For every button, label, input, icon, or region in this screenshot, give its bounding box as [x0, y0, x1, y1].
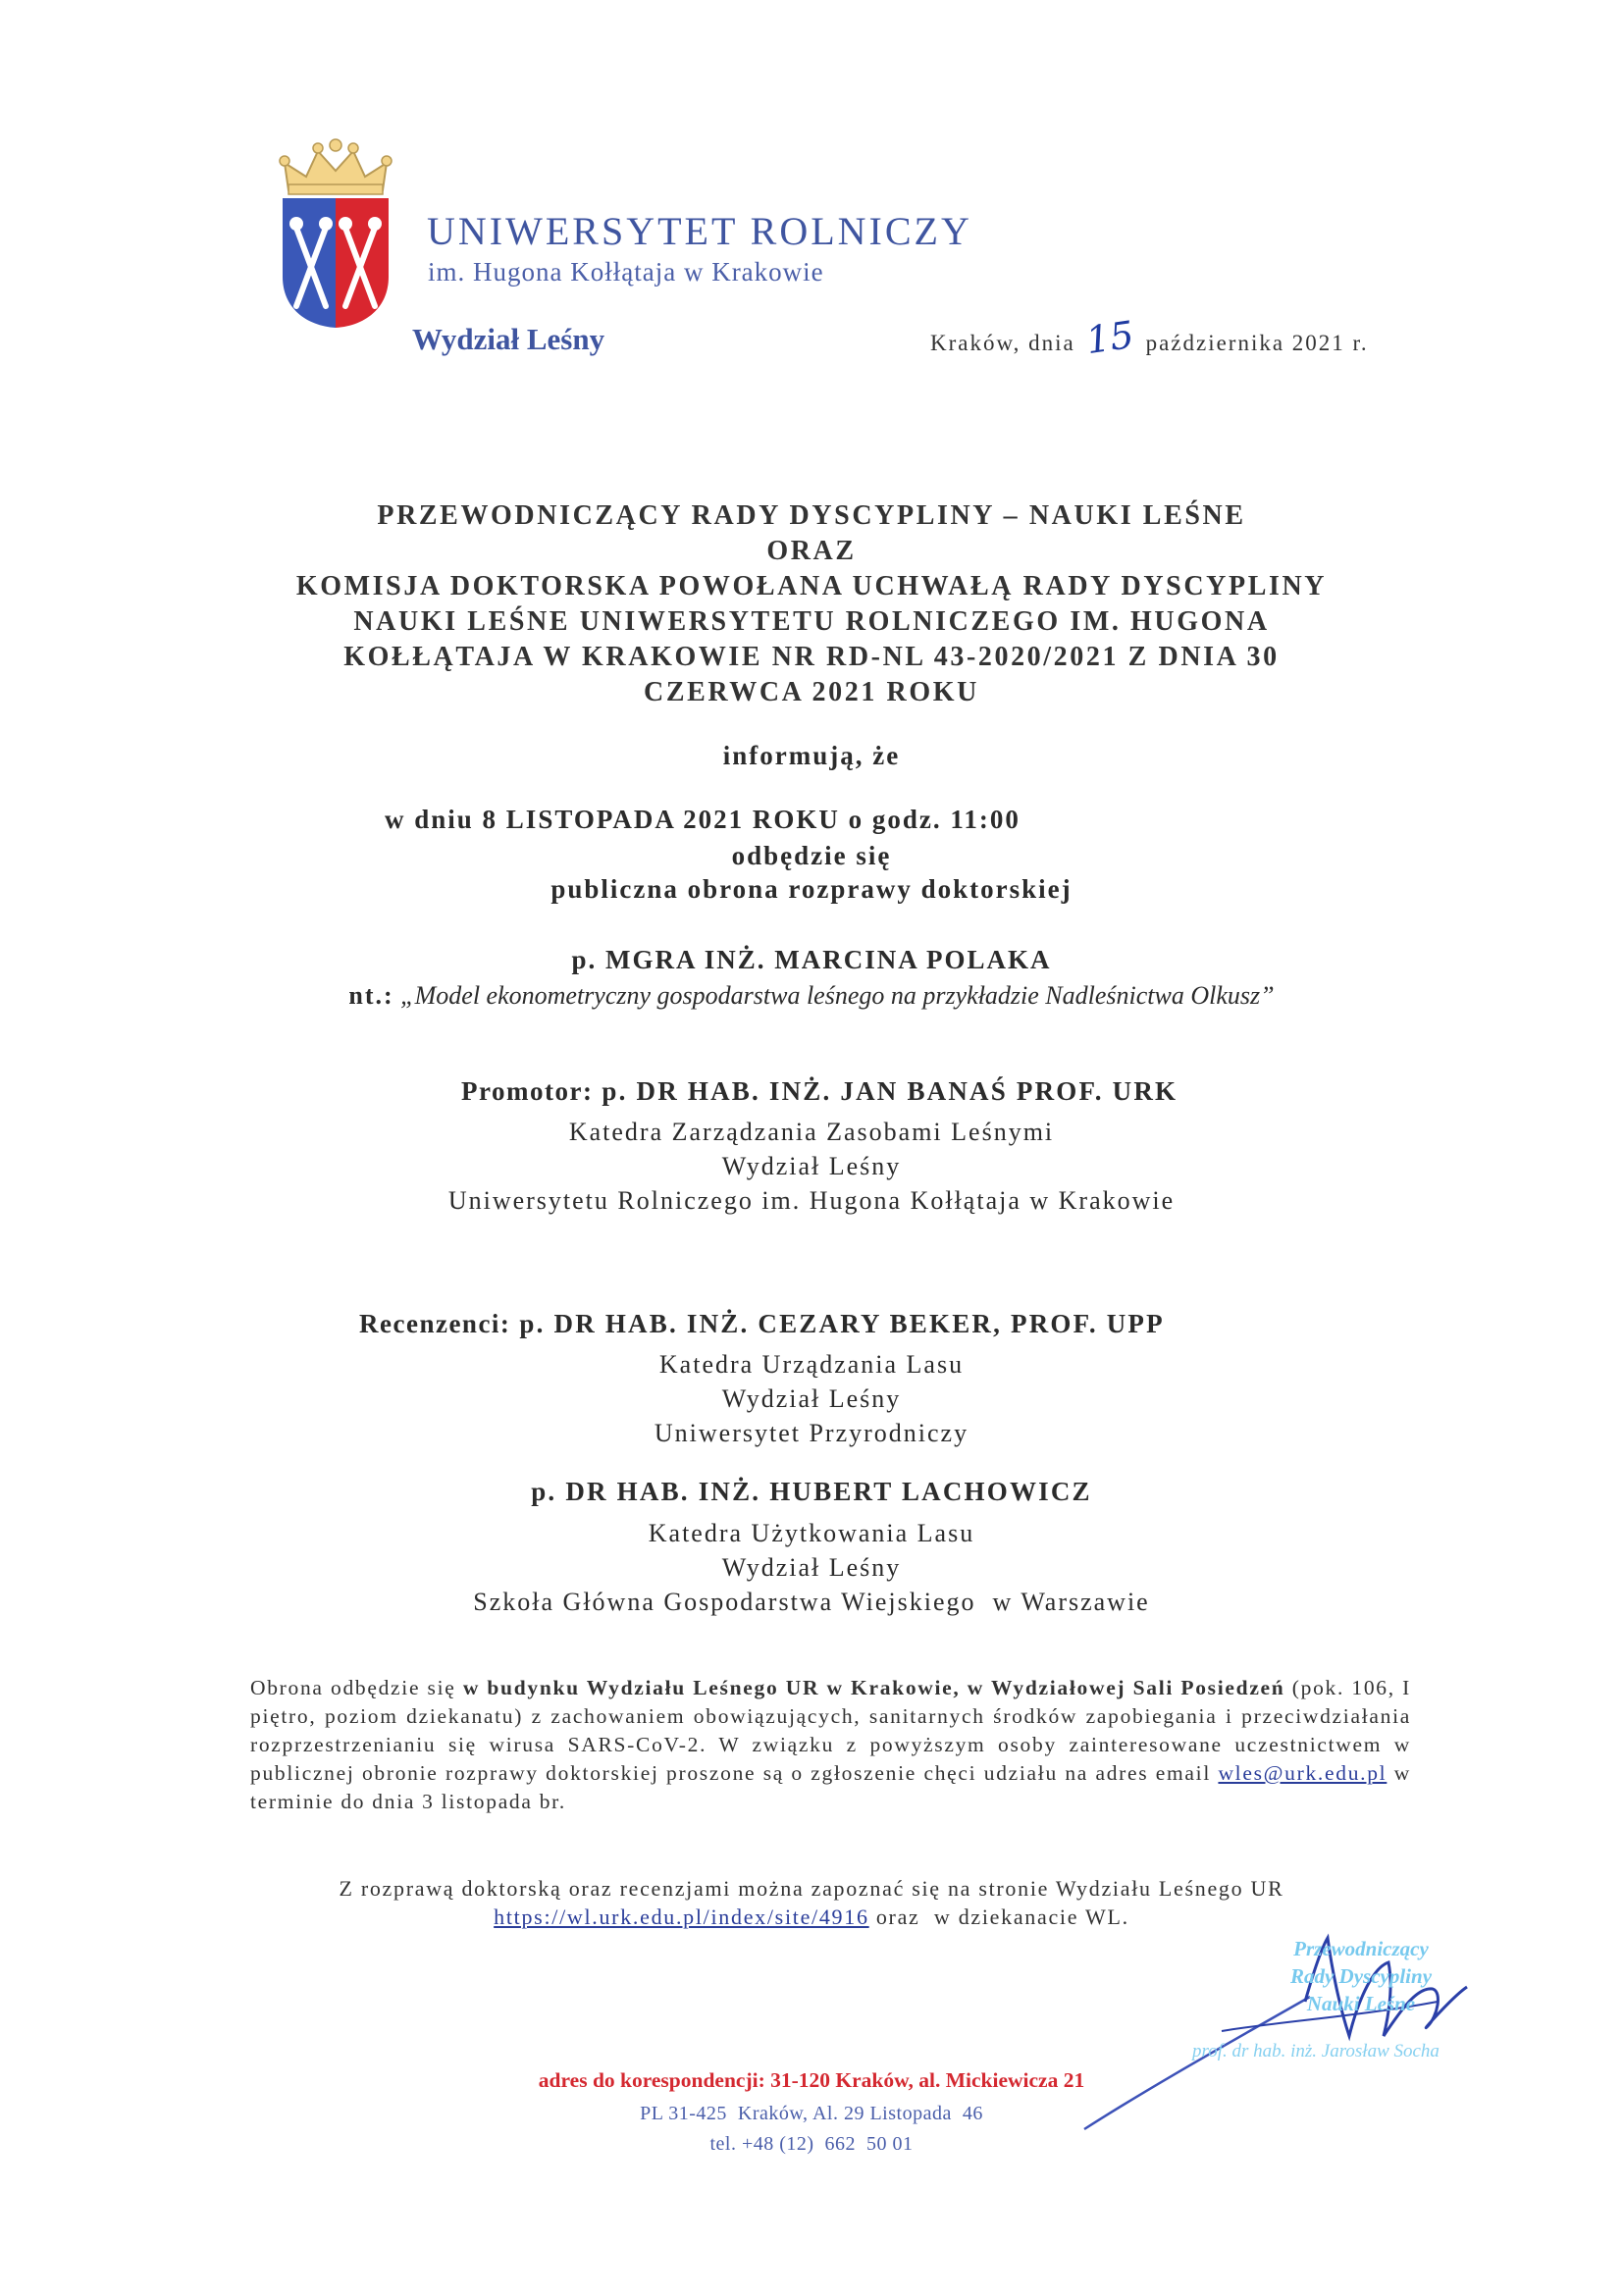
- notice-text: Obrona odbędzie się: [250, 1676, 463, 1699]
- reviewers-heading: [359, 1309, 1165, 1339]
- notice-text: (pok. 106, I piętro, poziom dziekanatu) z zachowaniem obowiązujących, sanitarnych środków zapobiegania i przeciwdziałania rozprzestrzenianiu się wirusa SARS-CoV-2. W związku z powyższym osoby zainteresowane uczestnictwem w publicznej obronie rozprawy doktorskiej proszone są o zgłoszenie chęci udziału na adres email: [250, 1676, 1412, 1785]
- stamp-signatory-name: prof. dr hab. inż. Jarosław Socha: [1192, 2041, 1440, 2061]
- university-coat-of-arms-logo: [277, 133, 394, 330]
- postal-address: PL 31-425 Kraków, Al. 29 Listopada 46: [640, 2103, 983, 2124]
- title-line: NAUKI LEŚNE UNIWERSYTETU ROLNICZEGO IM. HUGONA: [353, 606, 1270, 637]
- affiliation-line: Katedra Użytkowania Lasu: [648, 1519, 975, 1547]
- stamp-line: Rady Dyscypliny: [1289, 1964, 1433, 1988]
- title-line: ORAZ: [766, 536, 857, 566]
- correspondence-address: adres do korespondencji: 31-120 Kraków, al. Mickiewicza 21: [538, 2068, 1085, 2092]
- date-prefix: Kraków, dnia: [930, 331, 1075, 355]
- reviewer-name: p. DR HAB. INŻ. CEZARY BEKER, PROF. UPP: [519, 1309, 1165, 1338]
- promotor-role: Promotor:: [461, 1076, 594, 1106]
- thesis-info-paragraph: [0, 1874, 1623, 1931]
- reviewers-role: Recenzenci:: [359, 1309, 511, 1338]
- document-date: [930, 312, 1369, 363]
- affiliation-line: Katedra Urządzania Lasu: [658, 1350, 965, 1379]
- handwritten-day: 15: [1083, 312, 1137, 363]
- info-line-2: [0, 1903, 1623, 1931]
- informs-text: informują, że: [722, 741, 901, 770]
- phone-number: tel. +48 (12) 662 50 01: [709, 2133, 914, 2155]
- affiliation-line: Wydział Leśny: [721, 1384, 902, 1413]
- public-defense-text: publiczna obrona rozprawy doktorskiej: [550, 874, 1073, 904]
- affiliation-line: Uniwersytetu Rolniczego im. Hugona Kołłątaja w Krakowie: [447, 1186, 1176, 1215]
- topic-title: „Model ekonometryczny gospodarstwa leśnego na przykładzie Nadleśnictwa Olkusz”: [400, 981, 1275, 1010]
- university-name: UNIWERSYTET ROLNICZY: [427, 209, 972, 253]
- email-link[interactable]: wles@urk.edu.pl: [1218, 1761, 1387, 1785]
- promotor-affiliation: [0, 1115, 1623, 1218]
- reviewer-affiliation: [0, 1516, 1623, 1619]
- title-line: CZERWCA 2021 ROKU: [644, 677, 979, 707]
- thesis-topic: [0, 981, 1623, 1011]
- defense-notice-paragraph: [250, 1674, 1411, 1816]
- stamp-line: Nauki Leśne: [1306, 1992, 1416, 2015]
- notice-text: w terminie do dnia 3 listopada br.: [250, 1761, 1411, 1813]
- reviewer-name: p. DR HAB. INŻ. HUBERT LACHOWICZ: [531, 1477, 1092, 1506]
- affiliation-line: Wydział Leśny: [721, 1152, 902, 1180]
- stamp-line: Przewodniczący: [1293, 1937, 1429, 1960]
- title-line: KOMISJA DOKTORSKA POWOŁANA UCHWAŁĄ RADY DYSCYPLINY: [295, 571, 1328, 601]
- info-text: Z rozprawą doktorską oraz recenzjami można zapoznać się na stronie Wydziału Leśnego UR: [339, 1876, 1284, 1901]
- date-suffix: października 2021 r.: [1145, 331, 1369, 355]
- takes-place-text: odbędzie się: [731, 841, 892, 870]
- promotor-heading: [461, 1076, 1178, 1107]
- affiliation-line: Katedra Zarządzania Zasobami Leśnymi: [568, 1118, 1055, 1146]
- defense-date-time: w dniu 8 LISTOPADA 2021 ROKU o godz. 11:00: [385, 805, 1021, 834]
- topic-label: nt.:: [348, 981, 394, 1010]
- title-line: PRZEWODNICZĄCY RADY DYSCYPLINY – NAUKI LEŚNE: [377, 500, 1246, 531]
- affiliation-line: Szkoła Główna Gospodarstwa Wiejskiego w Warszawie: [473, 1588, 1150, 1616]
- announcement-title: [0, 498, 1623, 710]
- reviewer-affiliation: [0, 1347, 1623, 1450]
- promotor-name: p. DR HAB. INŻ. JAN BANAŚ PROF. URK: [602, 1076, 1178, 1106]
- faculty-name: Wydział Leśny: [412, 322, 605, 356]
- notice-location: w budynku Wydziału Leśnego UR w Krakowie, w Wydziałowej Sali Posiedzeń: [462, 1676, 1285, 1699]
- info-text: oraz w dziekanacie WL.: [868, 1905, 1129, 1929]
- title-line: KOŁŁĄTAJA W KRAKOWIE NR RD-NL 43-2020/2021 Z DNIA 30: [343, 642, 1280, 672]
- university-subtitle: im. Hugona Kołłątaja w Krakowie: [428, 257, 824, 287]
- faculty-website-link[interactable]: https://wl.urk.edu.pl/index/site/4916: [494, 1905, 869, 1929]
- affiliation-line: Uniwersytet Przyrodniczy: [654, 1419, 969, 1447]
- affiliation-line: Wydział Leśny: [721, 1553, 902, 1582]
- official-stamp: [1263, 1935, 1459, 2017]
- candidate-name: p. MGRA INŻ. MARCINA POLAKA: [571, 945, 1052, 974]
